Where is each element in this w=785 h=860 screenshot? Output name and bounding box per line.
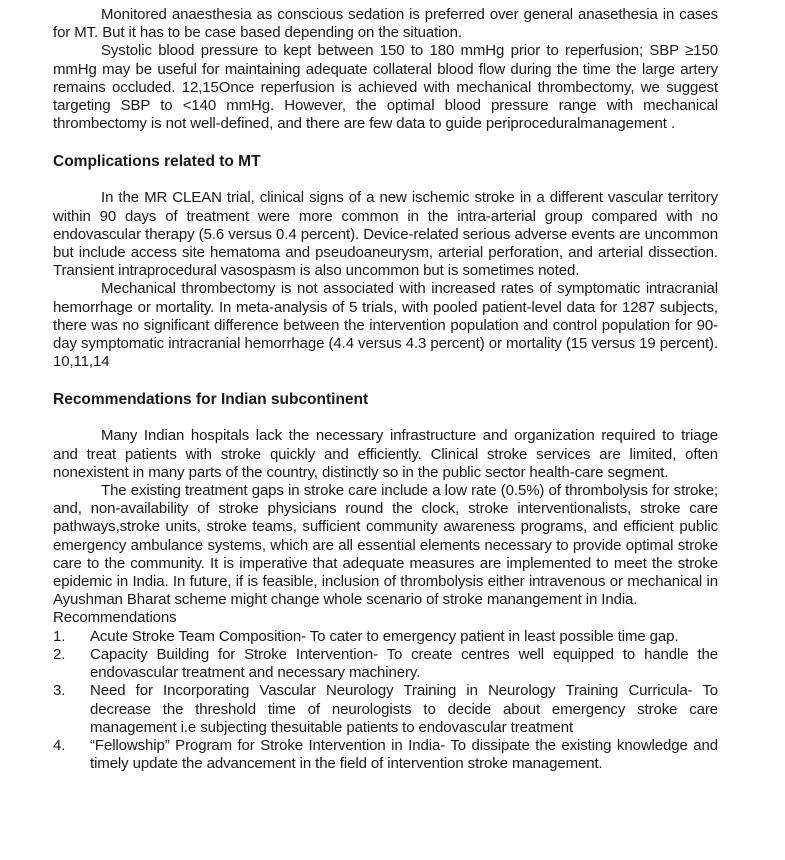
document-page (53, 6, 718, 773)
paragraph-treatment-gaps: The existing treatment gaps in stroke care include a low rate (0.5%) of thrombolysis for stroke; and, non-availability of stroke physicians round the clock, stroke interventionalists, stroke care pathways,stroke units, stroke teams, sufficient community awareness programs, and efficient public emergency ambulance systems, which are all essential elements necessary to provide optimal stroke care to the community. It is imperative that adequate measures are implemented to meet the stroke epidemic in India. In future, if is feasible, inclusion of thrombolysis either intravenous or mechanical in Ayushman Bharat scheme might change whole scenario of stroke manangement in India. (53, 482, 718, 609)
recommendations-list-title: Recommendations (53, 609, 177, 627)
list-item-number: 3. (53, 682, 66, 700)
heading-complications: Complications related to MT (53, 153, 261, 171)
list-item (53, 682, 718, 737)
list-item-number: 1. (53, 627, 66, 645)
list-item-text: Need for Incorporating Vascular Neurology Training in Neurology Training Curricula- To decrease the threshold time of neurologists to decide about emergency stroke care management i.e subjecting thesuitable patients to endovascular treatment (90, 682, 718, 736)
list-item (53, 737, 718, 773)
list-item-text: Capacity Building for Stroke Intervention- To create centres well equipped to handle the endovascular treatment and necessary machinery. (90, 645, 718, 682)
list-item (53, 646, 718, 682)
paragraph-meta-analysis: Mechanical thrombectomy is not associated with increased rates of symptomatic intracranial hemorrhage or mortality. In meta-analysis of 5 trials, with pooled patient-level data for 1287 subjects, there was no significant difference between the intervention population and control population for 90-day symptomatic intracranial hemorrhage (4.4 versus 4.3 percent) or mortality (15 versus 19 percent). 10,11,14 (53, 280, 718, 371)
recommendations-list (53, 628, 718, 774)
list-item-text: Acute Stroke Team Composition- To cater to emergency patient in least possible time gap. (90, 627, 679, 645)
paragraph-anaesthesia: Monitored anaesthesia as conscious sedation is preferred over general anasethesia in cases for MT. But it has to be case based depending on the situation. (53, 6, 718, 42)
paragraph-indian-hospitals: Many Indian hospitals lack the necessary infrastructure and organization required to triage and treat patients with stroke quickly and efficiently. Clinical stroke services are limited, often nonexistent in many parts of the country, distinctly so in the public sector health-care segment. (53, 427, 718, 481)
heading-recommendations: Recommendations for Indian subcontinent (53, 391, 369, 409)
paragraph-blood-pressure: Systolic blood pressure to kept between 150 to 180 mmHg prior to reperfusion; SBP ≥150 mmHg may be useful for maintaining adequate collateral blood flow during the time the large artery remains occluded. 12,15Once reperfusion is achieved with mechanical thrombectomy, we suggest targeting SBP to <140 mmHg. However, the optimal blood pressure range with mechanical thrombectomy is not well-defined, and there are few data to guide periproceduralmanagement . (53, 42, 718, 133)
list-item-number: 4. (53, 736, 66, 754)
paragraph-mr-clean: In the MR CLEAN trial, clinical signs of a new ischemic stroke in a different vascular territory within 90 days of treatment were more common in the intra-arterial group compared with no endovascular therapy (5.6 versus 0.4 percent). Device-related serious adverse events are uncommon but include access site hematoma and pseudoaneurysm, arterial perforation, and arterial dissection. Transient intraprocedural vasospasm is also uncommon but is sometimes noted. (53, 189, 718, 280)
list-item-number: 2. (53, 645, 66, 663)
list-item-text: “Fellowship” Program for Stroke Intervention in India- To dissipate the existing knowledge and timely update the advancement in the field of intervention stroke management. (90, 736, 718, 773)
list-item (53, 628, 718, 646)
